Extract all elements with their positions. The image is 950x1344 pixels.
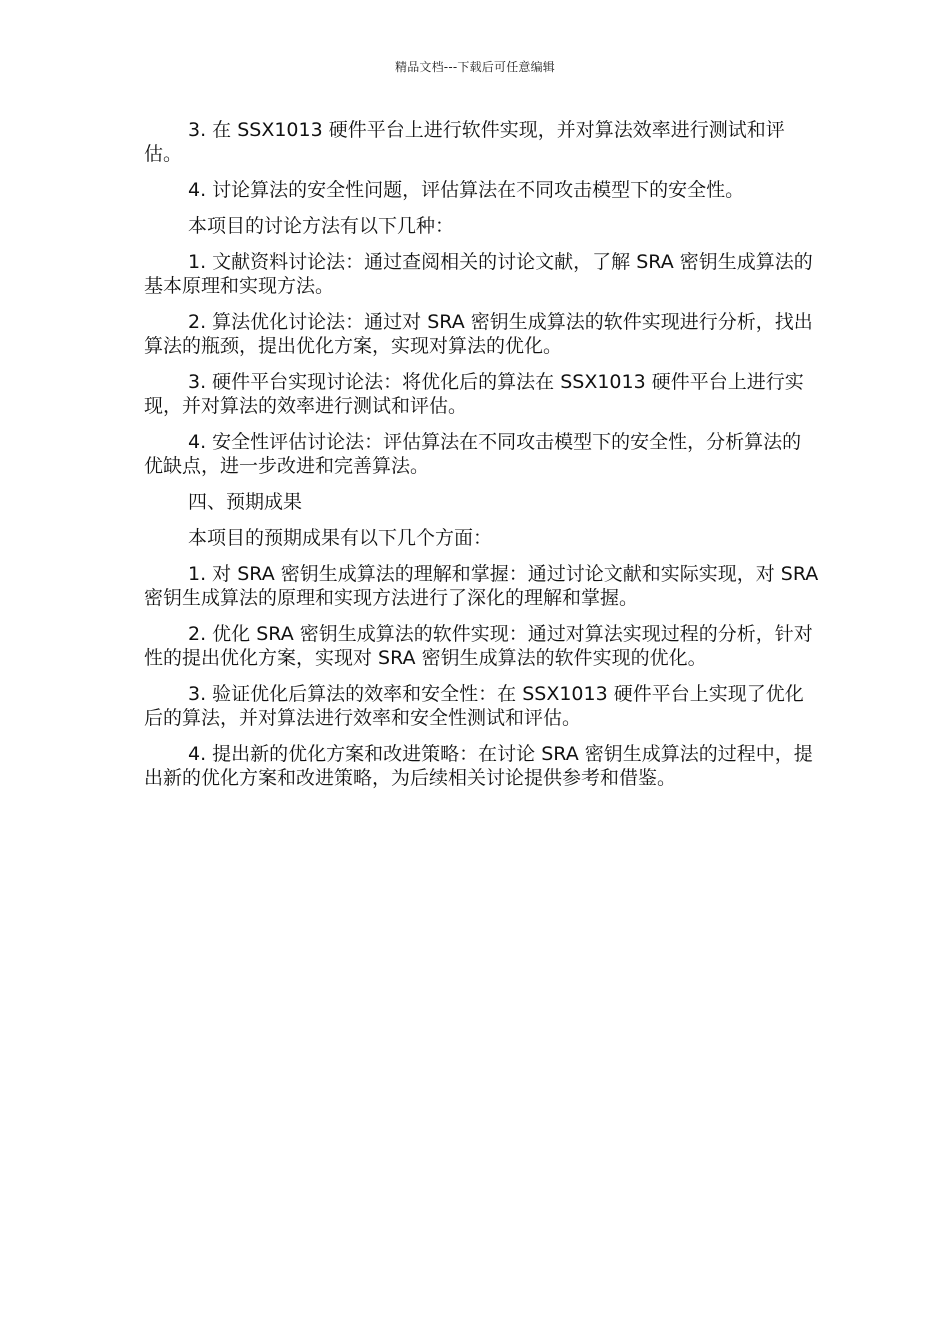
paragraph-methods-intro: 本项目的讨论方法有以下几种：	[188, 215, 455, 237]
paragraph-results-intro: 本项目的预期成果有以下几个方面：	[188, 527, 493, 549]
paragraph-result-3: 3. 验证优化后算法的效率和安全性：在 SSX1013 硬件平台上实现了优化后的算法，并对算法进行效率和安全性测试和评估。	[144, 683, 804, 729]
paragraph-method-4: 4. 安全性评估讨论法：评估算法在不同攻击模型下的安全性，分析算法的优缺点，进一步改进和完善算法。	[144, 431, 802, 477]
paragraph-method-2: 2. 算法优化讨论法：通过对 SRA 密钥生成算法的软件实现进行分析，找出算法的瓶颈，提出优化方案，实现对算法的优化。	[144, 311, 813, 357]
paragraph-result-1: 1. 对 SRA 密钥生成算法的理解和掌握：通过讨论文献和实际实现，对 SRA 密钥生成算法的原理和实现方法进行了深化的理解和掌握。	[144, 563, 819, 609]
section-heading-expected-results: 四、预期成果	[188, 491, 303, 513]
paragraph-step-4-security: 4. 讨论算法的安全性问题，评估算法在不同攻击模型下的安全性。	[188, 179, 745, 201]
page-header: 精品文档---下载后可任意编辑	[395, 60, 555, 74]
paragraph-method-3: 3. 硬件平台实现讨论法：将优化后的算法在 SSX1013 硬件平台上进行实现，并对算法的效率进行测试和评估。	[144, 371, 804, 417]
paragraph-result-2: 2. 优化 SRA 密钥生成算法的软件实现：通过对算法实现过程的分析，针对性的提出优化方案，实现对 SRA 密钥生成算法的软件实现的优化。	[144, 623, 813, 669]
paragraph-method-1: 1. 文献资料讨论法：通过查阅相关的讨论文献，了解 SRA 密钥生成算法的基本原理和实现方法。	[144, 251, 813, 297]
paragraph-step-3-implementation: 3. 在 SSX1013 硬件平台上进行软件实现，并对算法效率进行测试和评估。	[144, 119, 785, 165]
document-body	[144, 118, 820, 802]
paragraph-result-4: 4. 提出新的优化方案和改进策略：在讨论 SRA 密钥生成算法的过程中，提出新的优化方案和改进策略，为后续相关讨论提供参考和借鉴。	[144, 743, 813, 789]
